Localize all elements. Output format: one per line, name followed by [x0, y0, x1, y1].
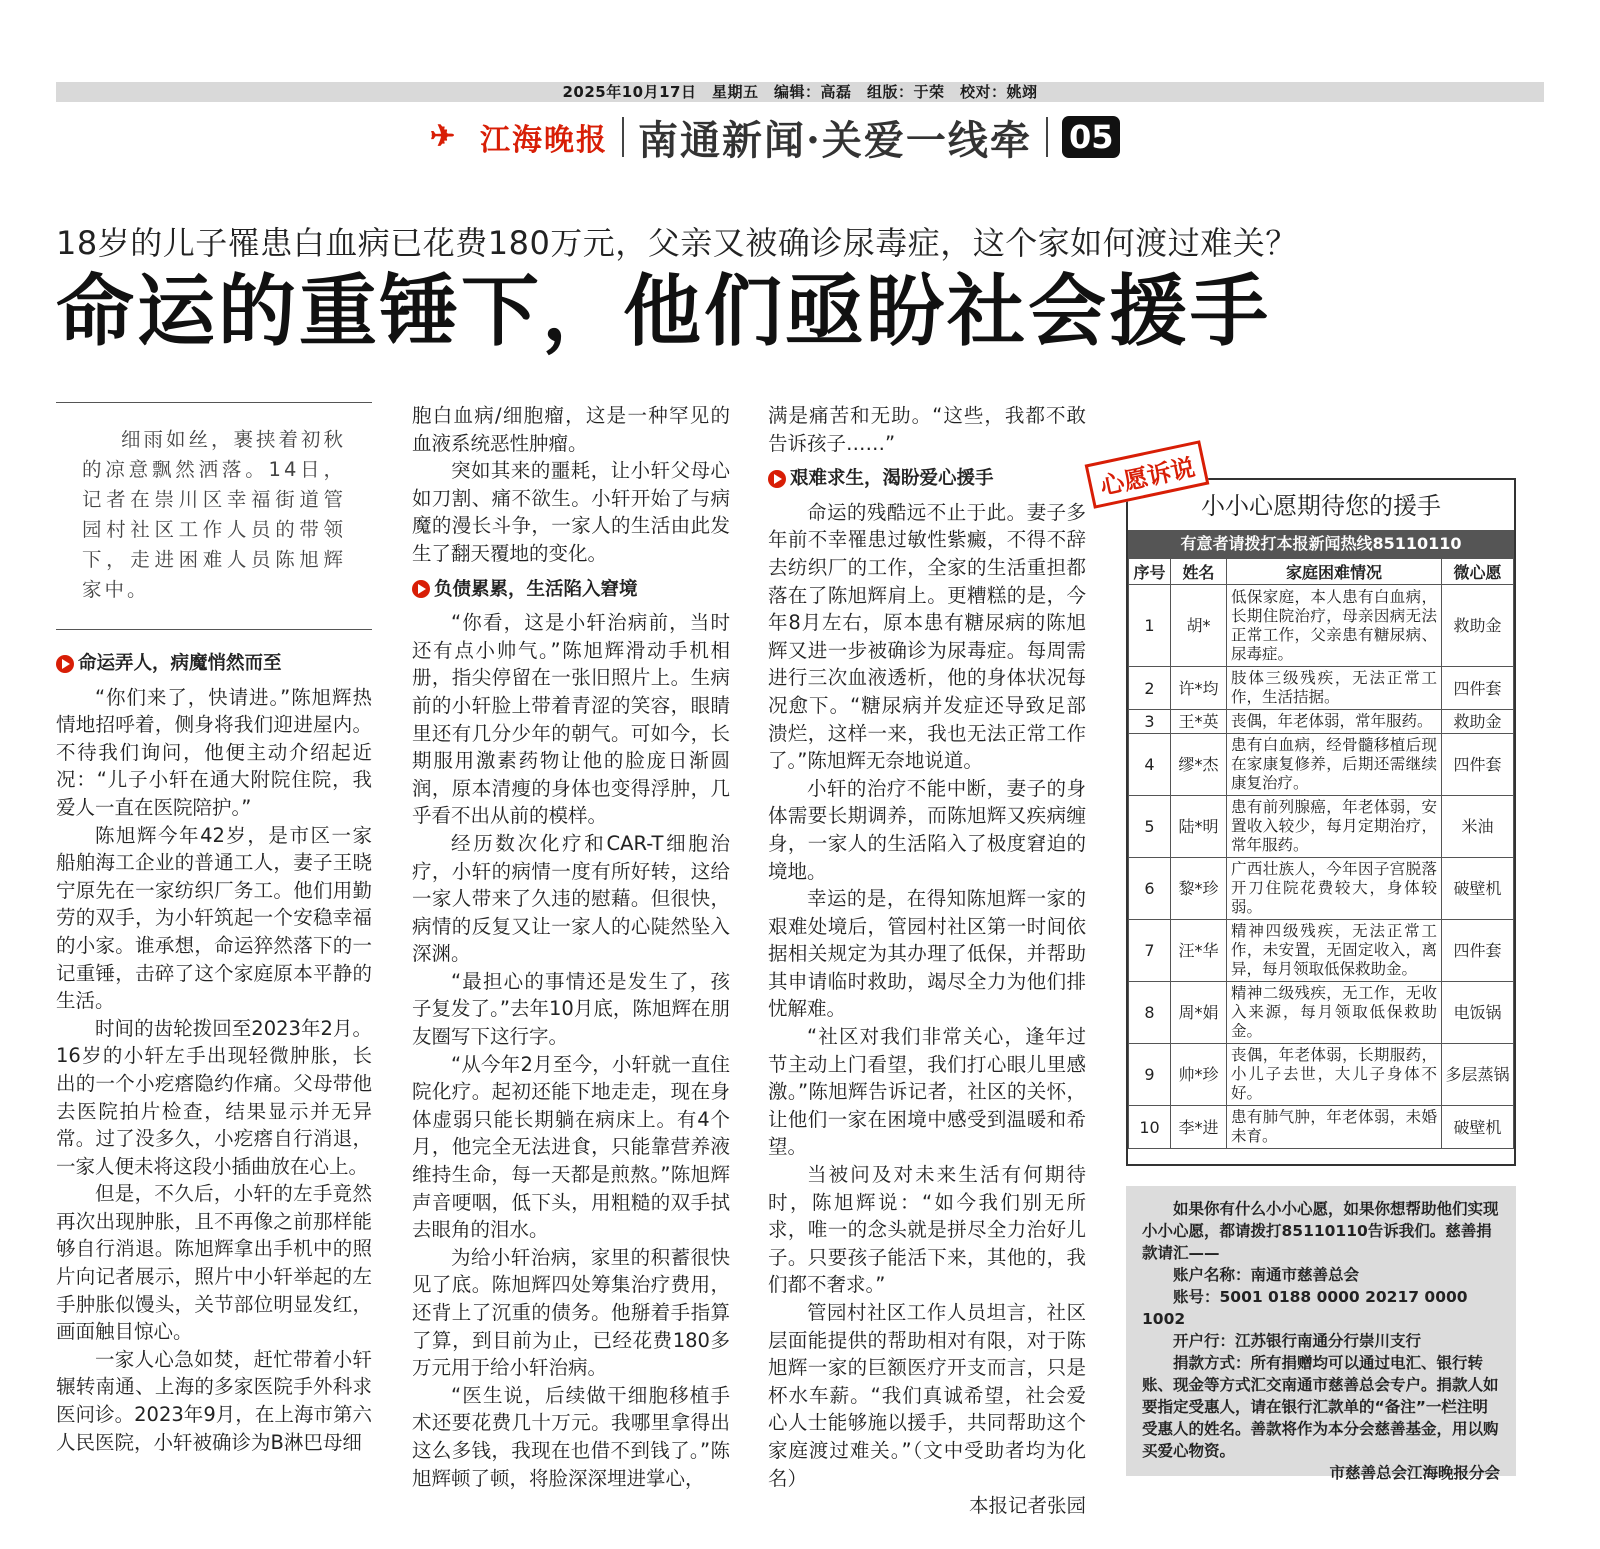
paragraph: 一家人心急如焚，赶忙带着小轩辗转南通、上海的多家医院手外科求医问诊。2023年9月，在上海市第六人民医院，小轩被确诊为B淋巴母细: [56, 1347, 372, 1454]
masthead: [430, 112, 1120, 162]
column-header: 微心愿: [1442, 559, 1514, 585]
table-row: [1129, 1106, 1514, 1149]
column-header: 序号: [1129, 559, 1171, 585]
paragraph: “你看，这是小轩治病前，当时还有点小帅气。”陈旭辉滑动手机相册，指尖停留在一张旧照片上。生病前的小轩脸上带着青涩的笑容，眼睛里还有几分少年的朝气。可如今，长期服用激素药物让他的脸庞日渐圆润，原本清瘦的身体也变得浮肿，几乎看不出从前的模样。: [412, 611, 730, 828]
row-situation: 肢体三级残疾，无法正常工作，生活拮据。: [1227, 667, 1442, 710]
arrow-bullet-icon: [412, 580, 430, 598]
section-title: 南通新闻·关爱一线牵: [638, 116, 1032, 164]
paragraph: 为给小轩治病，家里的积蓄很快见了底。陈旭辉四处筹集治疗费用，还背上了沉重的债务。他掰着手指算了算，到目前为止，已经花费180多万元用于给小轩治病。: [412, 1245, 730, 1380]
row-name: 汪*华: [1171, 920, 1227, 982]
paragraph: “最担心的事情还是发生了，孩子复发了。”去年10月底，陈旭辉在朋友圈写下这行字。: [412, 969, 730, 1049]
wish-list-box: [1126, 478, 1516, 1166]
row-number: 3: [1129, 710, 1171, 734]
paragraph: 突如其来的噩耗，让小轩父母心如刀割、痛不欲生。小轩开始了与病魔的漫长斗争，一家人的生活由此发生了翻天覆地的变化。: [412, 459, 730, 565]
row-wish: 米油: [1442, 796, 1514, 858]
row-number: 7: [1129, 920, 1171, 982]
account-name: 账户名称：南通市慈善总会: [1173, 1266, 1360, 1284]
row-name: 缪*杰: [1171, 734, 1227, 796]
row-wish: 四件套: [1442, 920, 1514, 982]
row-number: 10: [1129, 1106, 1171, 1149]
donation-info-box: [1126, 1186, 1516, 1482]
table-row: [1129, 585, 1514, 667]
table-row: [1129, 920, 1514, 982]
row-name: 黎*珍: [1171, 858, 1227, 920]
article-column-3: [768, 402, 1086, 1520]
table-row: [1129, 858, 1514, 920]
paragraph: “你们来了，快请进。”陈旭辉热情地招呼着，侧身将我们迎进屋内。不待我们询问，他便主动介绍起近况：“儿子小轩在通大附院住院，我爱人一直在医院陪护。”: [56, 685, 372, 819]
arrow-bullet-icon: [56, 655, 74, 673]
table-row: [1129, 734, 1514, 796]
row-name: 周*娟: [1171, 982, 1227, 1044]
column-header: 姓名: [1171, 559, 1227, 585]
row-number: 1: [1129, 585, 1171, 667]
account-number: 账号：5001 0188 0000 20217 0000 1002: [1142, 1288, 1468, 1328]
row-wish: 四件套: [1442, 667, 1514, 710]
column-header: 家庭困难情况: [1227, 559, 1442, 585]
lead-paragraph: 细雨如丝，裹挟着初秋的凉意飘然洒落。14日，记者在崇川区幸福街道管园村社区工作人员的带领下，走进困难人员陈旭辉家中。: [56, 402, 372, 630]
article-column-2: [412, 402, 730, 1492]
paragraph: “社区对我们非常关心，逢年过节主动上门看望，我们打心眼儿里感激。”陈旭辉告诉记者，社区的关怀，让他们一家在困境中感受到温暖和希望。: [768, 1025, 1086, 1159]
row-name: 王*英: [1171, 710, 1227, 734]
row-name: 陆*明: [1171, 796, 1227, 858]
table-row: [1129, 710, 1514, 734]
row-wish: 破壁机: [1442, 1106, 1514, 1149]
row-situation: 丧偶，年老体弱，长期服药，小儿子去世，大儿子身体不好。: [1227, 1044, 1442, 1106]
row-number: 5: [1129, 796, 1171, 858]
row-wish: 多层蒸锅: [1442, 1044, 1514, 1106]
paragraph: 陈旭辉今年42岁，是市区一家船舶海工企业的普通工人，妻子王晓宁原先在一家纺织厂务工。他们用勤劳的双手，为小轩筑起一个安稳幸福的小家。谁承想，命运猝然落下的一记重锤，击碎了这个家庭原本平静的生活。: [56, 823, 372, 1013]
table-row: [1129, 667, 1514, 710]
wish-table: [1128, 558, 1514, 1149]
paragraph: “医生说，后续做干细胞移植手术还要花费几十万元。我哪里拿得出这么多钱，我现在也借不到钱了。”陈旭辉顿了顿，将脸深深埋进掌心，: [412, 1383, 730, 1490]
row-number: 2: [1129, 667, 1171, 710]
article-headline: 命运的重锤下，他们亟盼社会援手: [56, 267, 1272, 357]
date-editor-bar: 2025年10月17日 星期五 编辑：高磊 组版：于荣 校对：姚翊: [56, 82, 1544, 102]
table-row: [1129, 796, 1514, 858]
row-number: 8: [1129, 982, 1171, 1044]
row-situation: 患有前列腺癌，年老体弱，安置收入较少，每月定期治疗，常年服药。: [1227, 796, 1442, 858]
row-situation: 患有白血病，经骨髓移植后现在家康复修养，后期还需继续康复治疗。: [1227, 734, 1442, 796]
paragraph: 时间的齿轮拨回至2023年2月。16岁的小轩左手出现轻微肿胀，长出的一个小疙瘩隐约作痛。父母带他去医院拍片检查，结果显示并无异常。过了没多久，小疙瘩自行消退，一家人便未将这段小插曲放在心上。: [56, 1016, 372, 1178]
page-number: 05: [1062, 116, 1121, 158]
row-wish: 四件套: [1442, 734, 1514, 796]
newspaper-name: 江海晚报: [480, 123, 608, 158]
row-name: 胡*: [1171, 585, 1227, 667]
table-row: [1129, 982, 1514, 1044]
paragraph: 幸运的是，在得知陈旭辉一家的艰难处境后，管园村社区第一时间依据相关规定为其办理了低保，并帮助其申请临时救助，竭尽全力为他们排忧解难。: [768, 887, 1086, 1021]
row-situation: 丧偶，年老体弱，常年服药。: [1227, 710, 1442, 734]
donation-method: 捐款方式：所有捐赠均可以通过电汇、银行转账、现金等方式汇交南通市慈善总会专户。捐款人如要指定受惠人，请在银行汇款单的“备注”一栏注明受惠人的姓名。善款将作为本分会慈善基金，用以购买爱心物资。: [1142, 1354, 1499, 1460]
paragraph: 小轩的治疗不能中断，妻子的身体需要长期调养，而陈旭辉又疾病缠身，一家人的生活陷入了极度窘迫的境地。: [768, 776, 1086, 883]
wish-list-title: 小小心愿期待您的援手: [1201, 492, 1441, 520]
row-number: 6: [1129, 858, 1171, 920]
wish-hotline: 有意者请拨打本报新闻热线85110110: [1128, 530, 1514, 558]
donation-sign: 市慈善总会江海晚报分会: [1329, 1464, 1500, 1482]
paragraph: 但是，不久后，小轩的左手竟然再次出现肿胀，且不再像之前那样能够自行消退。陈旭辉拿出手机中的照片向记者展示，照片中小轩举起的左手肿胀似馒头，关节部位明显发红，画面触目惊心。: [56, 1182, 372, 1344]
bank-name: 开户行：江苏银行南通分行崇川支行: [1173, 1332, 1422, 1350]
paragraph: 胞白血病/细胞瘤，这是一种罕见的血液系统恶性肿瘤。: [412, 404, 730, 455]
subhead-3: 艰难求生，渴盼爱心援手: [768, 465, 1086, 493]
donation-intro: 如果你有什么小小心愿，如果你想帮助他们实现小小心愿，都请拨打85110110告诉我们。慈善捐款请汇——: [1142, 1200, 1499, 1262]
row-situation: 精神二级残疾，无工作，无收入来源，每月领取低保救助金。: [1227, 982, 1442, 1044]
newspaper-logo-icon: ✈: [430, 119, 456, 154]
row-wish: 救助金: [1442, 710, 1514, 734]
table-row: [1129, 1044, 1514, 1106]
article-column-1: [56, 402, 372, 1456]
paragraph: 满是痛苦和无助。“这些，我都不敢告诉孩子……”: [768, 404, 1086, 455]
row-name: 许*均: [1171, 667, 1227, 710]
paragraph: 管园村社区工作人员坦言，社区层面能提供的帮助相对有限，对于陈旭辉一家的巨额医疗开支而言，只是杯水车薪。“我们真诚希望，社会爱心人士能够施以援手，共同帮助这个家庭渡过难关。”（文中受助者均为化名）: [768, 1301, 1086, 1490]
paragraph: 经历数次化疗和CAR-T细胞治疗，小轩的病情一度有所好转，这给一家人带来了久违的慰藉。但很快，病情的反复又让一家人的心陡然坠入深渊。: [412, 831, 730, 966]
paragraph: “从今年2月至今，小轩就一直住院化疗。起初还能下地走走，现在身体虚弱只能长期躺在病床上。有4个月，他完全无法进食，只能靠营养液维持生命，每一天都是煎熬。”陈旭辉声音哽咽，低下头，用粗糙的双手拭去眼角的泪水。: [412, 1052, 730, 1242]
subhead-2: 负债累累，生活陷入窘境: [412, 576, 730, 604]
row-situation: 精神四级残疾，无法正常工作，未安置，无固定收入，离异，每月领取低保救助金。: [1227, 920, 1442, 982]
paragraph: 命运的残酷远不止于此。妻子多年前不幸罹患过敏性紫癜，不得不辞去纺织厂的工作，全家的生活重担都落在了陈旭辉肩上。更糟糕的是，今年8月左右，原本患有糖尿病的陈旭辉又进一步被确诊为尿毒症。每周需进行三次血液透析，他的身体状况每况愈下。“糖尿病并发症还导致足部溃烂，这样一来，我也无法正常工作了。”陈旭辉无奈地说道。: [768, 500, 1086, 773]
divider: [622, 117, 624, 157]
row-wish: 电饭锅: [1442, 982, 1514, 1044]
row-name: 李*进: [1171, 1106, 1227, 1149]
arrow-bullet-icon: [768, 470, 786, 488]
table-header-row: [1129, 559, 1514, 585]
row-wish: 破壁机: [1442, 858, 1514, 920]
row-number: 4: [1129, 734, 1171, 796]
paragraph: 当被问及对未来生活有何期待时，陈旭辉说：“如今我们别无所求，唯一的念头就是拼尽全力治好儿子。只要孩子能活下来，其他的，我们都不奢求。”: [768, 1163, 1086, 1297]
article-subtitle: 18岁的儿子罹患白血病已花费180万元，父亲又被确诊尿毒症，这个家如何渡过难关？: [56, 224, 1298, 262]
row-situation: 广西壮族人，今年因子宫脱落开刀住院花费较大，身体较弱。: [1227, 858, 1442, 920]
row-name: 帅*珍: [1171, 1044, 1227, 1106]
subhead-1: 命运弄人，病魔悄然而至: [56, 650, 372, 678]
row-number: 9: [1129, 1044, 1171, 1106]
wish-stamp-label: 心愿诉说: [1085, 440, 1210, 509]
byline: 本报记者张园: [968, 1494, 1086, 1518]
row-situation: 患有肺气肿，年老体弱，未婚未育。: [1227, 1106, 1442, 1149]
row-wish: 救助金: [1442, 585, 1514, 667]
row-situation: 低保家庭，本人患有白血病，长期住院治疗，母亲因病无法正常工作，父亲患有糖尿病、尿毒症。: [1227, 585, 1442, 667]
divider: [1046, 117, 1048, 157]
